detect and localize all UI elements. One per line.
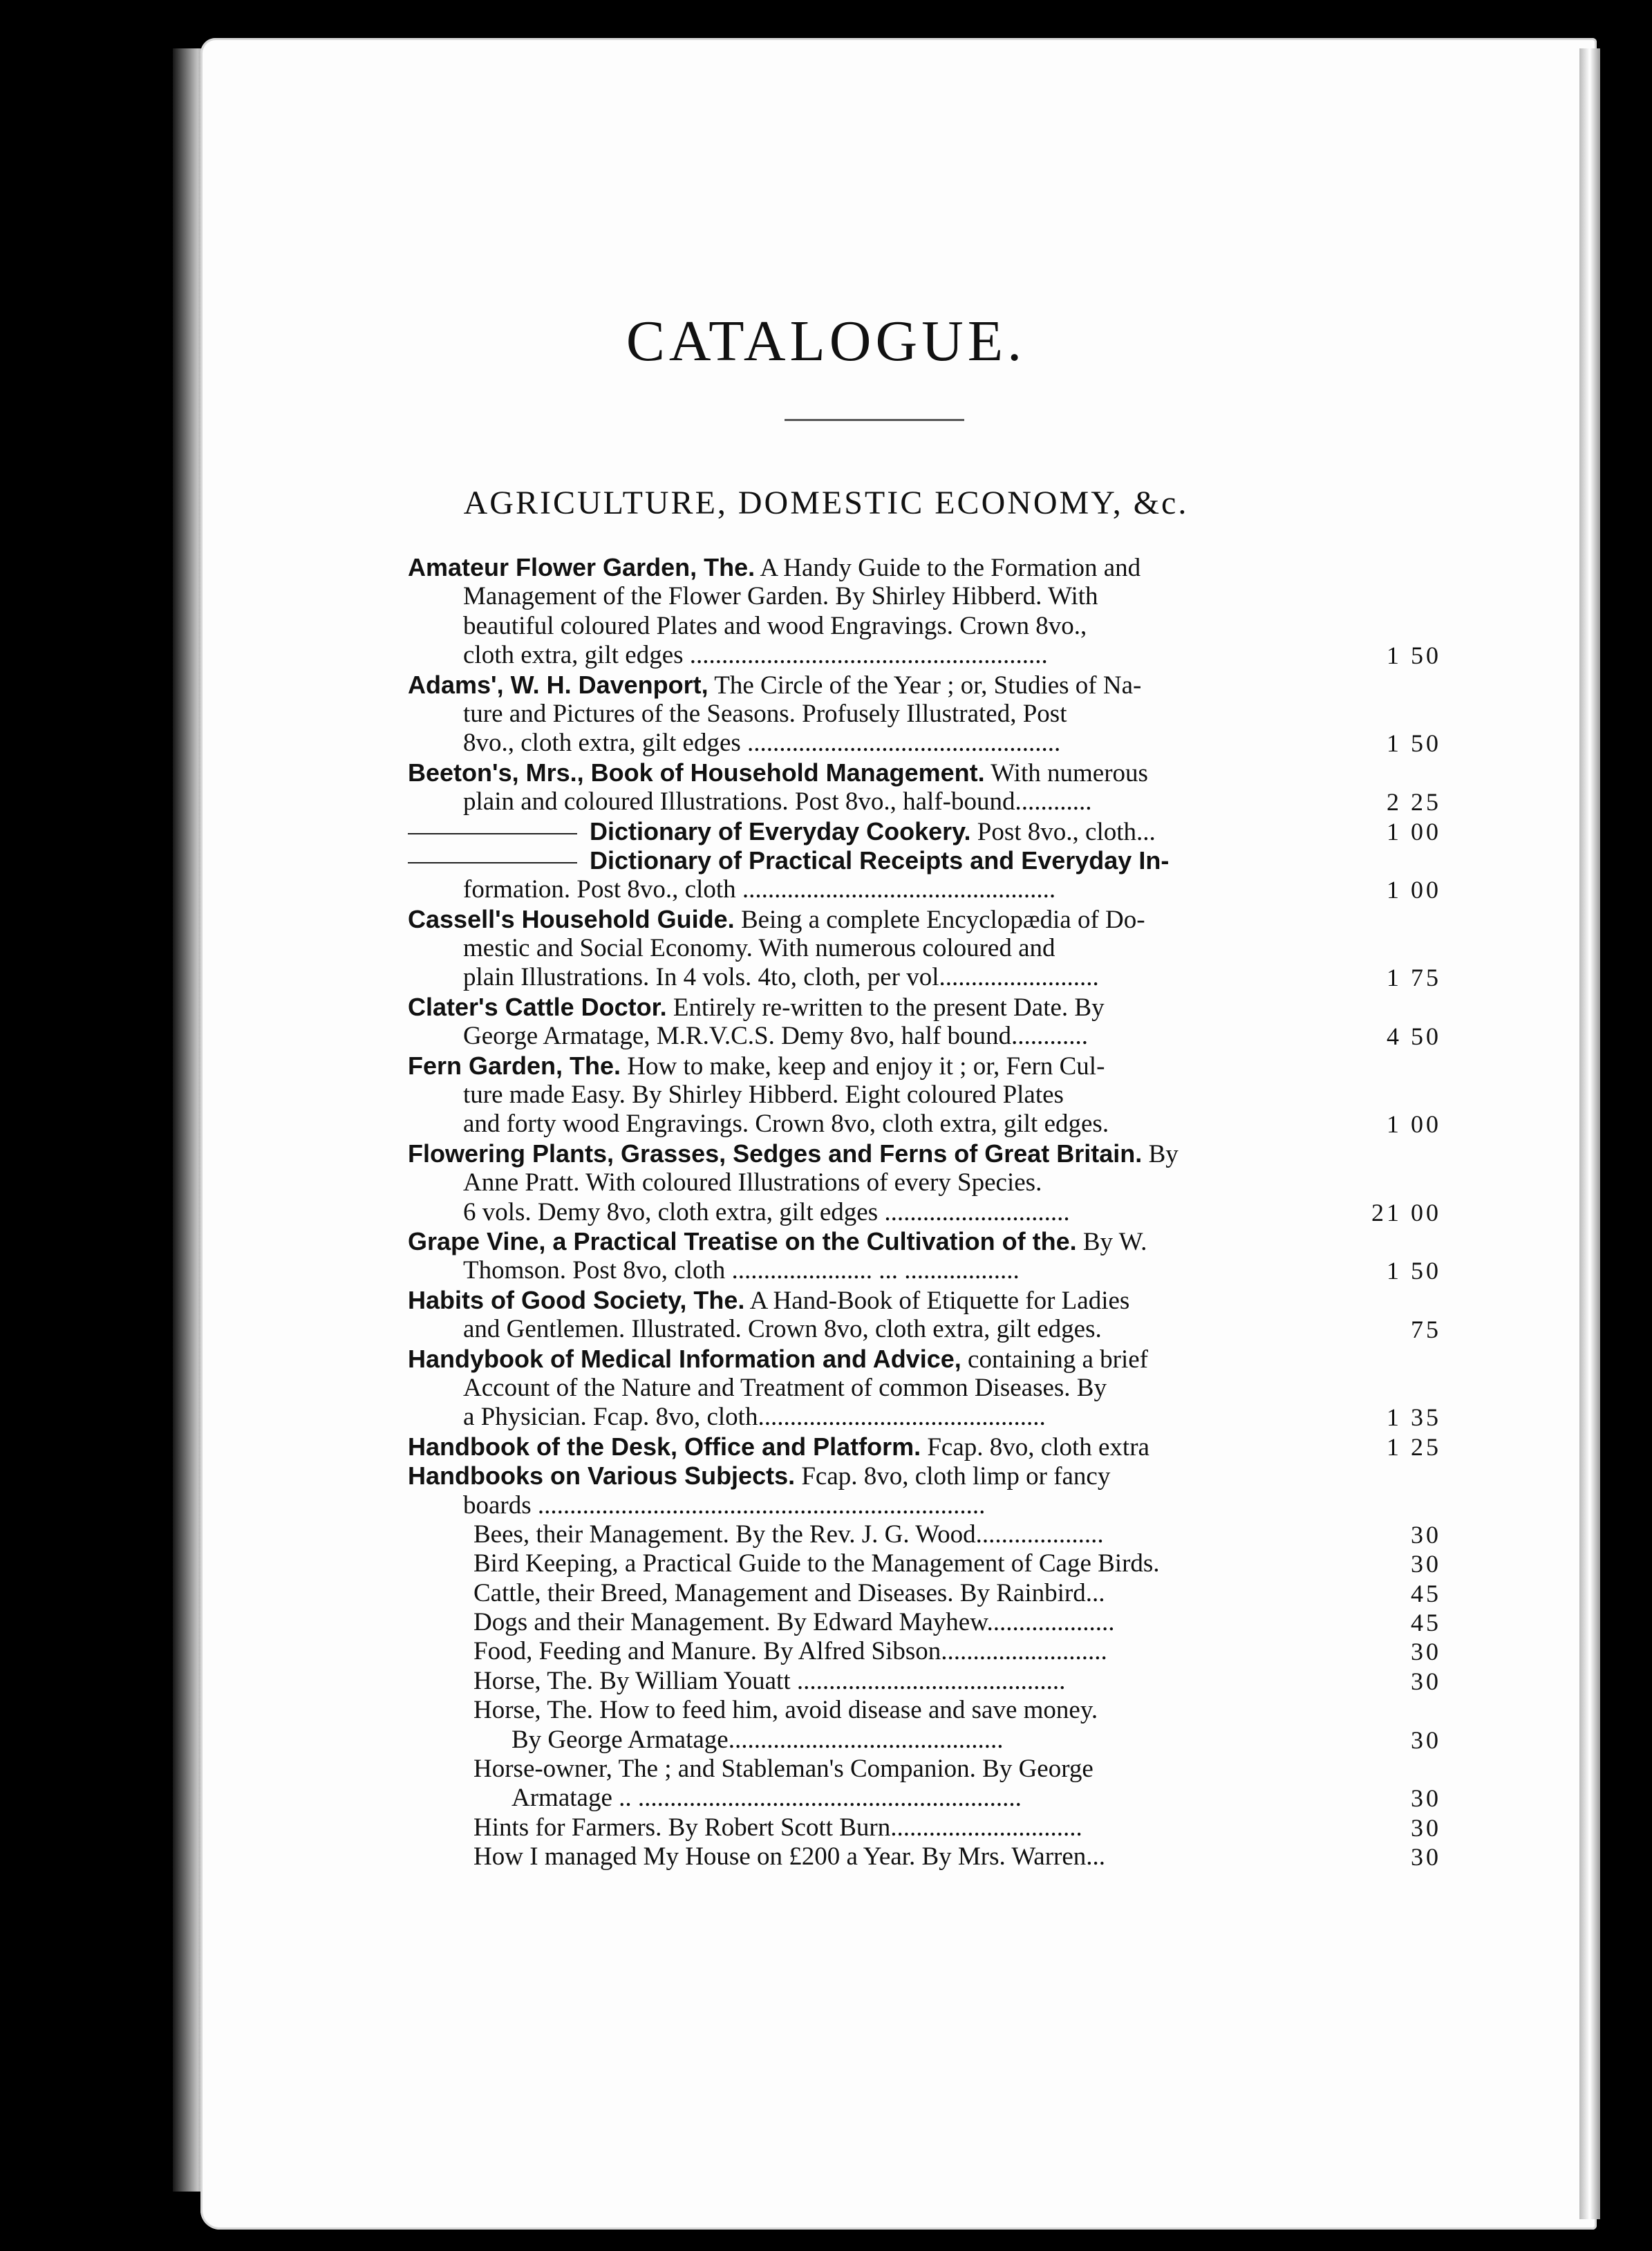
catalogue-line: [408, 1608, 1441, 1637]
entry-price: 30: [1411, 1667, 1441, 1695]
catalogue-line: [408, 729, 1441, 758]
catalogue-line: [408, 1110, 1441, 1139]
catalogue-title: CATALOGUE.: [626, 309, 1026, 373]
catalogue-line: [408, 582, 1417, 611]
entry-price: 21 00: [1371, 1198, 1441, 1226]
catalogue-listing: [408, 553, 1441, 1872]
entry-text: Being a complete Encyclopædia of Do-: [734, 905, 1145, 934]
catalogue-line: [408, 1813, 1441, 1842]
entry-title: Clater's Cattle Doctor.: [408, 992, 667, 1021]
entry-price: 45: [1411, 1609, 1441, 1637]
catalogue-line: [408, 934, 1417, 963]
catalogue-line: [408, 1842, 1441, 1871]
entry-text: a Physician. Fcap. 8vo, cloth.............................................: [463, 1403, 1046, 1432]
catalogue-line: [408, 1637, 1441, 1666]
entry-price: 1 00: [1387, 876, 1441, 904]
entry-price: 30: [1411, 1784, 1441, 1813]
entry-title: Handybook of Medical Information and Advice,: [408, 1344, 961, 1373]
catalogue-line: [408, 1315, 1441, 1344]
catalogue-line: [408, 787, 1441, 816]
catalogue-line: [408, 553, 1417, 582]
entry-price: 30: [1411, 1520, 1441, 1549]
catalogue-line: [408, 1286, 1417, 1315]
catalogue-line: [408, 993, 1417, 1022]
entry-text: Fcap. 8vo, cloth extra: [921, 1432, 1149, 1461]
catalogue-line: [408, 1520, 1441, 1549]
entry-title: Dictionary of Everyday Cookery.: [590, 816, 971, 846]
entry-text: A Handy Guide to the Formation and: [755, 554, 1141, 582]
entry-price: 1 50: [1387, 729, 1441, 758]
entry-price: 75: [1411, 1316, 1441, 1344]
entry-text: Fcap. 8vo, cloth limp or fancy: [795, 1462, 1111, 1491]
entry-text: Thomson. Post 8vo, cloth ...................... ... ..................: [463, 1256, 1020, 1285]
entry-price: 1 00: [1387, 817, 1441, 846]
entry-title: Adams', W. H. Davenport,: [408, 670, 708, 699]
entry-title: Cassell's Household Guide.: [408, 904, 735, 933]
catalogue-line: [408, 875, 1441, 904]
catalogue-line: [408, 1139, 1417, 1168]
catalogue-line: [408, 1755, 1417, 1784]
entry-text: 6 vols. Demy 8vo, cloth extra, gilt edges .............................: [463, 1197, 1070, 1226]
entry-text: By George Armatage...........................................: [511, 1725, 1004, 1754]
entry-text: Dogs and their Management. By Edward Mayhew....................: [473, 1608, 1115, 1637]
entry-price: 30: [1411, 1550, 1441, 1578]
catalogue-line: [408, 1784, 1441, 1813]
entry-price: 1 75: [1387, 964, 1441, 992]
catalogue-line: [408, 612, 1417, 641]
title-divider: [785, 419, 964, 421]
entry-price: 1 00: [1387, 1110, 1441, 1139]
entry-title: Handbook of the Desk, Office and Platform.: [408, 1432, 921, 1461]
catalogue-line: [408, 700, 1417, 729]
catalogue-line: [408, 1345, 1417, 1374]
entry-price: 30: [1411, 1813, 1441, 1842]
entry-text: Horse, The. By William Youatt ..........................................: [473, 1666, 1066, 1695]
entry-text: mestic and Social Economy. With numerous coloured and: [463, 934, 1055, 963]
entry-text: plain and coloured Illustrations. Post 8vo., half-bound............: [463, 787, 1092, 816]
entry-title: Grape Vine, a Practical Treatise on the Cultivation of the.: [408, 1226, 1077, 1255]
catalogue-line: [408, 671, 1417, 700]
entry-text: Bees, their Management. By the Rev. J. G. Wood....................: [473, 1520, 1104, 1549]
entry-price: 30: [1411, 1843, 1441, 1871]
entry-price: 30: [1411, 1638, 1441, 1666]
catalogue-line: [408, 1403, 1441, 1432]
section-heading: AGRICULTURE, DOMESTIC ECONOMY, &c.: [463, 485, 1189, 521]
entry-text: and Gentlemen. Illustrated. Crown 8vo, cloth extra, gilt edges.: [463, 1315, 1102, 1344]
entry-text: Horse, The. How to feed him, avoid disease and save money.: [473, 1696, 1098, 1725]
catalogue-line: [408, 963, 1441, 992]
entry-title: Amateur Flower Garden, The.: [408, 553, 755, 581]
entry-price: 4 50: [1387, 1022, 1441, 1051]
ditto-rule: [408, 862, 577, 863]
entry-title: Beeton's, Mrs., Book of Household Management.: [408, 758, 985, 787]
entry-text: By W.: [1076, 1227, 1147, 1256]
catalogue-line: [408, 1227, 1417, 1256]
entry-text: With numerous: [984, 758, 1148, 787]
catalogue-line: [408, 1578, 1441, 1608]
catalogue-line: [408, 1461, 1417, 1491]
ditto-rule: [408, 833, 577, 834]
entry-price: 1 50: [1387, 642, 1441, 670]
catalogue-line: [408, 1052, 1417, 1081]
entry-text: Cattle, their Breed, Management and Diseases. By Rainbird...: [473, 1578, 1105, 1607]
catalogue-line: [408, 1696, 1417, 1725]
entry-text: George Armatage, M.R.V.C.S. Demy 8vo, half bound............: [463, 1022, 1089, 1051]
entry-title: Flowering Plants, Grasses, Sedges and Ferns of Great Britain.: [408, 1139, 1143, 1168]
entry-text: formation. Post 8vo., cloth .................................................: [463, 875, 1056, 904]
entry-text: Account of the Nature and Treatment of common Diseases. By: [463, 1373, 1107, 1402]
catalogue-line: [408, 758, 1417, 787]
catalogue-line: [408, 1197, 1441, 1227]
entry-text: Hints for Farmers. By Robert Scott Burn..............................: [473, 1813, 1082, 1842]
catalogue-line: [408, 1491, 1417, 1520]
catalogue-line: [408, 1549, 1441, 1578]
entry-text: How to make, keep and enjoy it ; or, Fern Cul-: [621, 1052, 1105, 1081]
entry-title: Dictionary of Practical Receipts and Everyday In-: [590, 846, 1170, 875]
entry-text: How I managed My House on £200 a Year. By Mrs. Warren...: [473, 1842, 1106, 1871]
entry-text: Entirely re-written to the present Date. By: [666, 993, 1105, 1022]
entry-price: 1 35: [1387, 1403, 1441, 1432]
entry-text: containing a brief: [961, 1345, 1148, 1374]
entry-text: The Circle of the Year ; or, Studies of Na-: [708, 671, 1142, 700]
entry-text: Bird Keeping, a Practical Guide to the Management of Cage Birds.: [473, 1549, 1160, 1578]
catalogue-line: [408, 1168, 1417, 1197]
entry-price: 1 25: [1387, 1432, 1441, 1461]
entry-text: beautiful coloured Plates and wood Engravings. Crown 8vo.,: [463, 611, 1087, 640]
catalogue-line: [408, 905, 1417, 934]
catalogue-line: [408, 1666, 1441, 1696]
entry-text: plain Illustrations. In 4 vols. 4to, cloth, per vol.........................: [463, 963, 1099, 992]
catalogue-line: [408, 1256, 1441, 1285]
entry-text: A Hand-Book of Etiquette for Ladies: [744, 1286, 1130, 1315]
entry-price: 45: [1411, 1579, 1441, 1607]
entry-text: and forty wood Engravings. Crown 8vo, cloth extra, gilt edges.: [463, 1110, 1109, 1139]
entry-text: boards ......................................................................: [463, 1491, 986, 1520]
catalogue-line: [408, 1081, 1417, 1110]
entry-text: By: [1142, 1139, 1179, 1168]
catalogue-line: [408, 641, 1441, 670]
entry-text: ture and Pictures of the Seasons. Profusely Illustrated, Post: [463, 699, 1067, 728]
entry-title: Fern Garden, The.: [408, 1051, 621, 1080]
entry-price: 2 25: [1387, 788, 1441, 816]
catalogue-line: [408, 1432, 1441, 1461]
entry-text: 8vo., cloth extra, gilt edges .................................................: [463, 729, 1061, 758]
catalogue-line: [408, 1022, 1441, 1051]
entry-text: Armatage .. ............................................................: [511, 1784, 1022, 1813]
entry-text: Horse-owner, The ; and Stableman's Companion. By George: [473, 1755, 1093, 1784]
catalogue-line: [408, 1725, 1441, 1755]
entry-text: ture made Easy. By Shirley Hibberd. Eight coloured Plates: [463, 1081, 1064, 1110]
entry-title: Habits of Good Society, The.: [408, 1285, 745, 1314]
entry-price: 30: [1411, 1726, 1441, 1754]
entry-text: Food, Feeding and Manure. By Alfred Sibson..........................: [473, 1637, 1107, 1666]
catalogue-line: [408, 816, 1441, 846]
catalogue-line: [408, 1374, 1417, 1403]
entry-price: 1 50: [1387, 1257, 1441, 1285]
entry-text: Anne Pratt. With coloured Illustrations of every Species.: [463, 1168, 1042, 1197]
entry-title: Handbooks on Various Subjects.: [408, 1461, 796, 1491]
entry-text: cloth extra, gilt edges ........................................................: [463, 641, 1048, 670]
entry-text: Management of the Flower Garden. By Shirley Hibberd. With: [463, 582, 1098, 611]
entry-text: Post 8vo., cloth...: [970, 817, 1156, 846]
catalogue-line: [408, 846, 1417, 875]
